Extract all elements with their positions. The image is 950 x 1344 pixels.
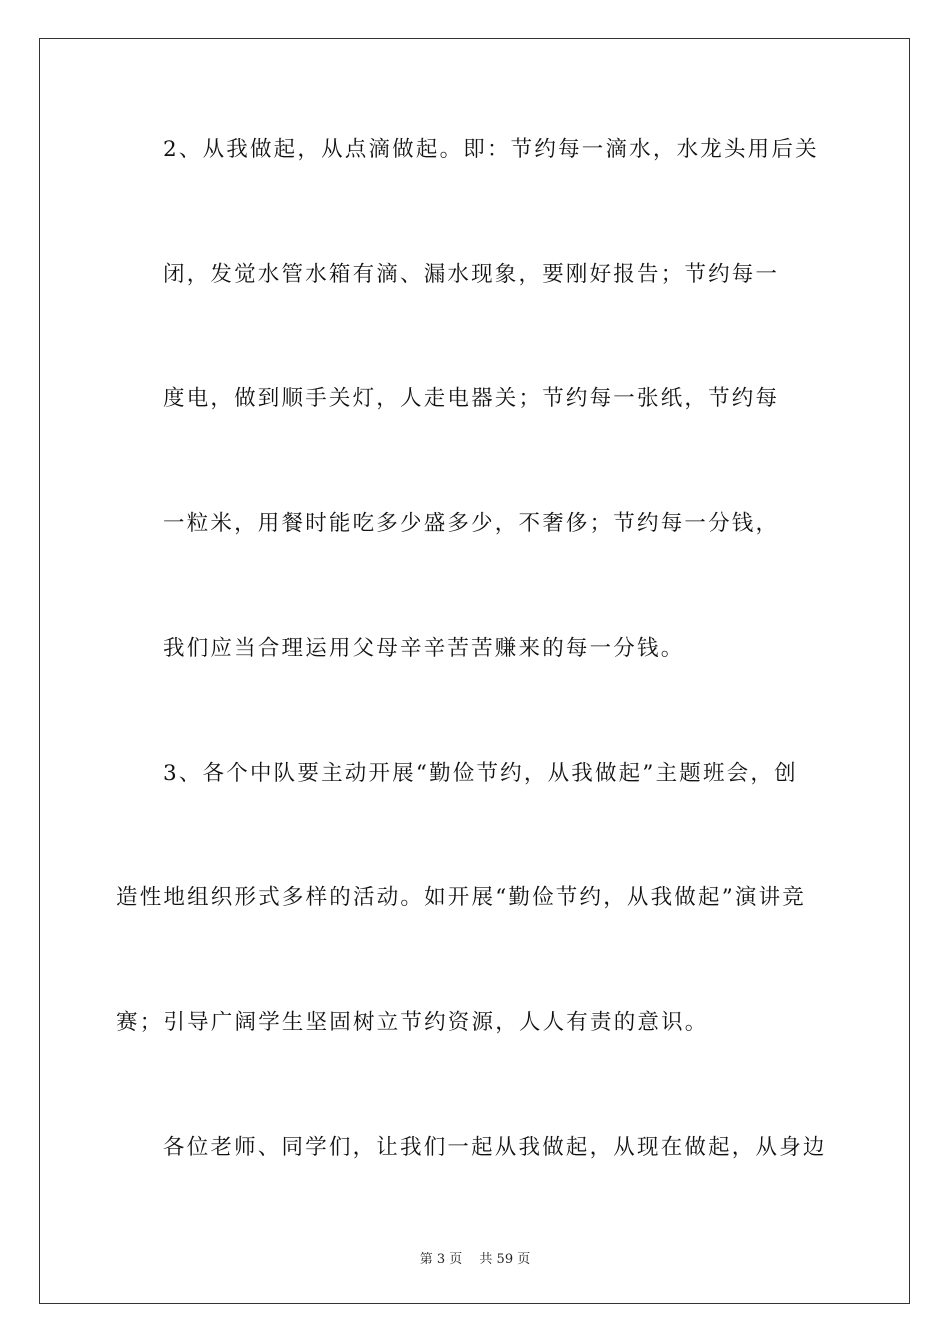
body-text-line-4: 一粒米，用餐时能吃多少盛多少，不奢侈；节约每一分钱， [163, 511, 780, 536]
page-number-footer: 第 3 页 共 59 页 [419, 1252, 531, 1267]
body-text-line-5: 我们应当合理运用父母辛辛苦苦赚来的每一分钱。 [163, 636, 685, 661]
page-border [39, 38, 910, 1304]
body-text-line-9: 各位老师、同学们，让我们一起从我做起，从现在做起，从身边 [163, 1135, 827, 1160]
body-text-line-1: 2、从我做起，从点滴做起。即：节约每一滴水，水龙头用后关 [163, 137, 819, 162]
body-text-line-8: 赛；引导广阔学生坚固树立节约资源，人人有责的意识。 [116, 1010, 709, 1035]
body-text-line-6: 3、各个中队要主动开展“勤俭节约，从我做起”主题班会，创 [163, 761, 798, 786]
body-text-line-2: 闭，发觉水管水箱有滴、漏水现象，要刚好报告；节约每一 [163, 262, 780, 287]
body-text-line-3: 度电，做到顺手关灯，人走电器关；节约每一张纸，节约每 [163, 386, 780, 411]
body-text-line-7: 造性地组织形式多样的活动。如开展“勤俭节约，从我做起”演讲竞 [116, 885, 806, 910]
